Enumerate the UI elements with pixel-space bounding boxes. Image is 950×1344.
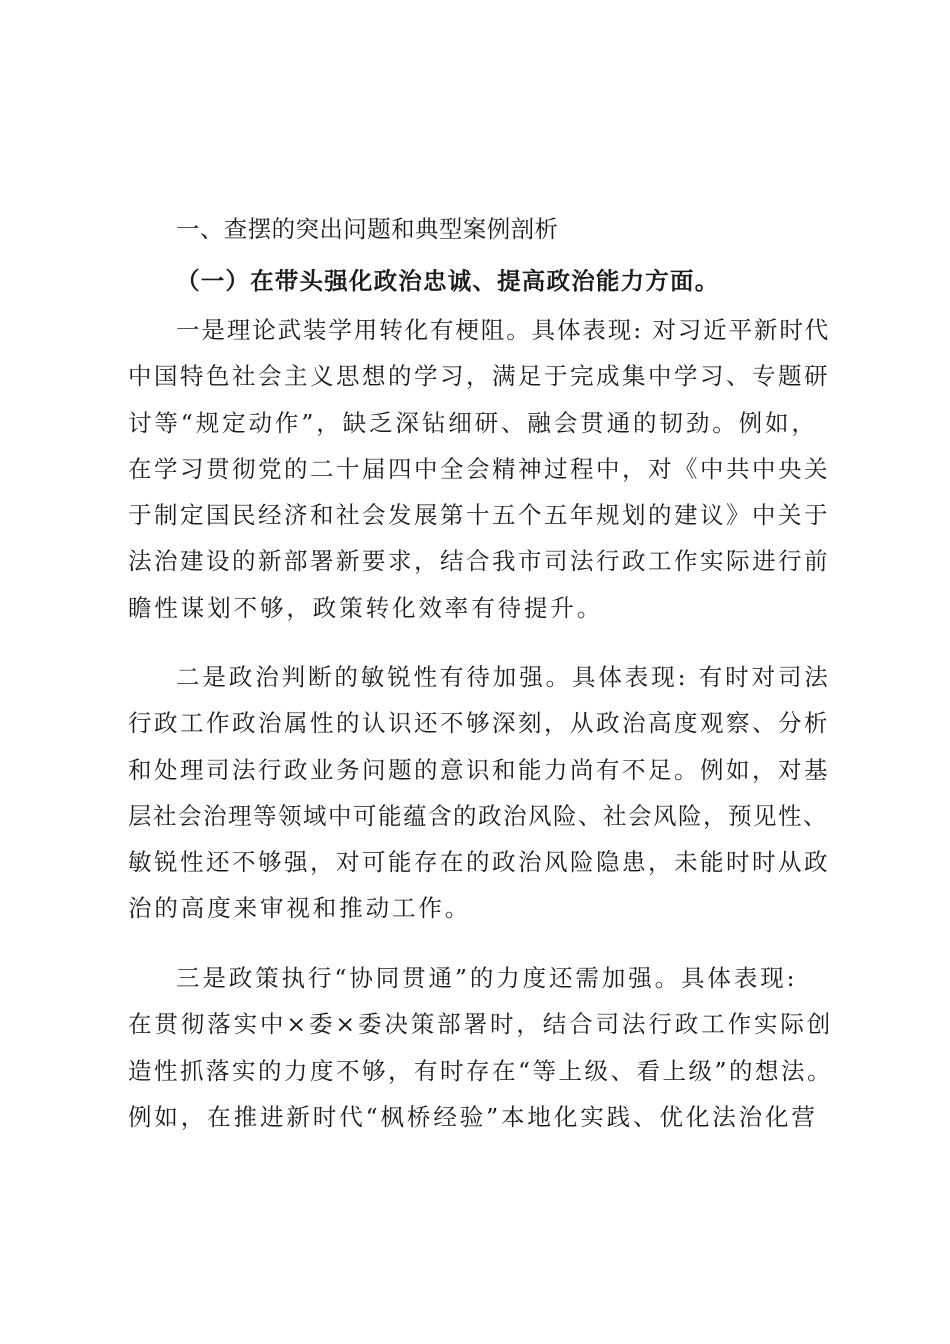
paragraph-line: 一是理论武装学用转化有梗阻。具体表现: 对习近平新时代	[176, 316, 831, 344]
section-heading: 一、查摆的突出问题和典型案例剖析	[176, 215, 559, 243]
paragraph-line: 讨等“规定动作”，缺乏深钻细研、融会贯通的韧劲。例如，	[128, 408, 818, 437]
paragraph-line: 例如，在推进新时代“枫桥经验”本地化实践、优化法治化营	[128, 1102, 818, 1131]
paragraph-line: 造性抓落实的力度不够，有时存在“等上级、看上级”的想法。	[128, 1056, 834, 1085]
paragraph-line: 在贯彻落实中×委×委决策部署时，结合司法行政工作实际创	[128, 1010, 834, 1039]
paragraph-line: 瞻性谋划不够，政策转化效率有待提升。	[128, 593, 604, 622]
paragraph-line: 二是政治判断的敏锐性有待加强。具体表现: 有时对司法	[176, 663, 831, 691]
subsection-heading: （一）在带头强化政治忠诚、提高政治能力方面。	[176, 267, 720, 295]
paragraph-1	[128, 307, 833, 631]
paragraph-line: 和处理司法行政业务问题的意识和能力尚有不足。例如，对基	[128, 755, 830, 784]
paragraph-line: 法治建设的新部署新要求，结合我市司法行政工作实际进行前	[128, 547, 830, 576]
paragraph-line: 行政工作政治属性的认识还不够深刻，从政治高度观察、分析	[128, 709, 830, 738]
paragraph-line: 于制定国民经济和社会发展第十五个五年规划的建议》中关于	[128, 501, 830, 530]
paragraph-line: 三是政策执行“协同贯通”的力度还需加强。具体表现:	[176, 964, 798, 992]
paragraph-line: 在学习贯彻党的二十届四中全会精神过程中，对《中共中央关	[128, 454, 830, 483]
paragraph-2	[128, 654, 833, 932]
paragraph-line: 层社会治理等领域中可能蕴含的政治风险、社会风险，预见性、	[128, 801, 828, 830]
paragraph-line: 治的高度来审视和推动工作。	[128, 894, 472, 923]
paragraph-line: 中国特色社会主义思想的学习，满足于完成集中学习、专题研	[128, 362, 830, 391]
paragraph-line: 敏锐性还不够强，对可能存在的政治风险隐患，未能时时从政	[128, 848, 830, 877]
paragraph-3	[128, 955, 833, 1140]
